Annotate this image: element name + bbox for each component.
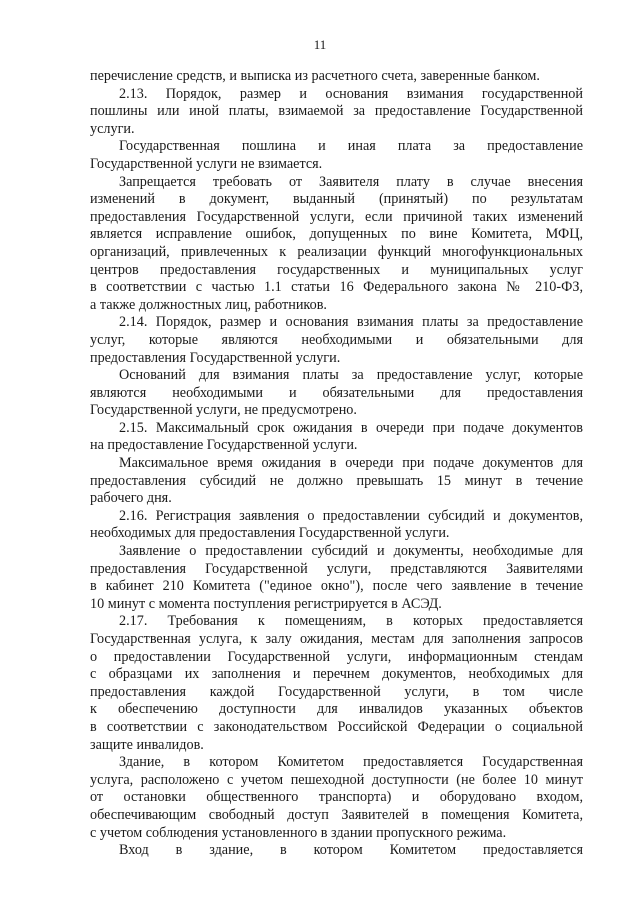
text-line: Государственная услуга, к залу ожидания, местам для заполнения запросов [90, 631, 583, 647]
text-line: является исправление ошибок, допущенных по вине Комитета, МФЦ, [90, 226, 583, 243]
text-line: в кабинет 210 Комитета ("единое окно"), после чего заявление в течение [90, 578, 583, 595]
text-line: изменений в документ, выданный (принятый) по результатам [90, 191, 583, 208]
text-line: услуга, расположено с учетом пешеходной доступности (не более 10 минут [90, 771, 583, 788]
text-line: 2.14. Порядок, размер и основания взимания платы за предоставление [119, 314, 583, 331]
text-line: 10 минут с момента поступления регистрируется в АСЭД. [90, 595, 442, 612]
text-line: Государственной услуги не взимается. [90, 155, 323, 172]
text-line: 2.16. Регистрация заявления о предоставлении субсидий и документов, [119, 507, 583, 524]
text-line: Максимальное время ожидания в очереди при подаче документов для [119, 455, 583, 472]
text-line: а также должностных лиц, работников. [90, 296, 327, 313]
text-line: пошлины или иной платы, взимаемой за предоставление Государственной [90, 103, 583, 120]
text-line: с учетом соблюдения установленного в здании пропускного режима. [90, 824, 507, 841]
text-line: рабочего дня. [90, 490, 172, 507]
text-line: организаций, привлеченных к реализации функций многофункциональных [90, 243, 583, 260]
text-line: к обеспечению доступности для инвалидов указанных объектов [90, 701, 583, 718]
text-line: 2.13. Порядок, размер и основания взимания государственной [119, 85, 583, 102]
text-line: Оснований для взимания платы за предоставление услуг, которые [119, 367, 583, 384]
text-line: в соответствии с частью 1.1 статьи 16 Федерального закона № 210-ФЗ, [90, 279, 583, 296]
text-line: предоставления Государственной услуги. [90, 349, 341, 366]
text-line: предоставления каждой Государственной услуги, в том числе [90, 683, 583, 700]
text-line: Государственной услуги, не предусмотрено. [90, 402, 357, 419]
text-line: услуг, которые являются необходимыми и обязательными для [90, 331, 583, 348]
text-line: Заявление о предоставлении субсидий и документы, необходимые для [119, 543, 583, 560]
text-line: Государственная пошлина и иная плата за предоставление [119, 138, 583, 155]
text-line: обеспечивающим свободный доступ Заявителей в помещения Комитета, [90, 806, 583, 823]
document-body [90, 68, 583, 860]
text-line: в соответствии с законодательством Российской Федерации о социальной [90, 718, 583, 735]
text-line: 2.17. Требования к помещениям, в которых предоставляется [119, 613, 583, 630]
text-line: центров предоставления государственных и муниципальных услуг [90, 261, 583, 278]
text-line: на предоставление Государственной услуги. [90, 437, 358, 454]
text-line: Запрещается требовать от Заявителя плату в случае внесения [119, 173, 583, 190]
text-line: предоставления Государственной услуги, если причиной таких изменений [90, 208, 583, 225]
text-line: необходимых для предоставления Государственной услуги. [90, 525, 450, 542]
text-line: с образцами их заполнения и перечнем документов, необходимых для [90, 666, 583, 683]
text-line: перечисление средств, и выписка из расчетного счета, заверенные банком. [90, 68, 540, 84]
text-line: 2.15. Максимальный срок ожидания в очереди при подаче документов [119, 419, 583, 436]
page-number: 11 [313, 37, 327, 52]
text-line: от остановки общественного транспорта) и оборудовано входом, [90, 789, 583, 806]
text-line: предоставления Государственной услуги, представляются Заявителями [90, 560, 583, 577]
text-line: предоставления субсидий не должно превышать 15 минут в течение [90, 472, 583, 489]
text-line: защите инвалидов. [90, 736, 204, 753]
text-line: услуги. [90, 120, 135, 137]
text-line: являются необходимыми и обязательными для предоставления [90, 384, 583, 401]
text-line: Здание, в котором Комитетом предоставляется Государственная [119, 754, 583, 771]
text-line: Вход в здание, в котором Комитетом предоставляется [119, 842, 583, 859]
text-line: о предоставлении Государственной услуги, информационным стендам [90, 648, 583, 665]
